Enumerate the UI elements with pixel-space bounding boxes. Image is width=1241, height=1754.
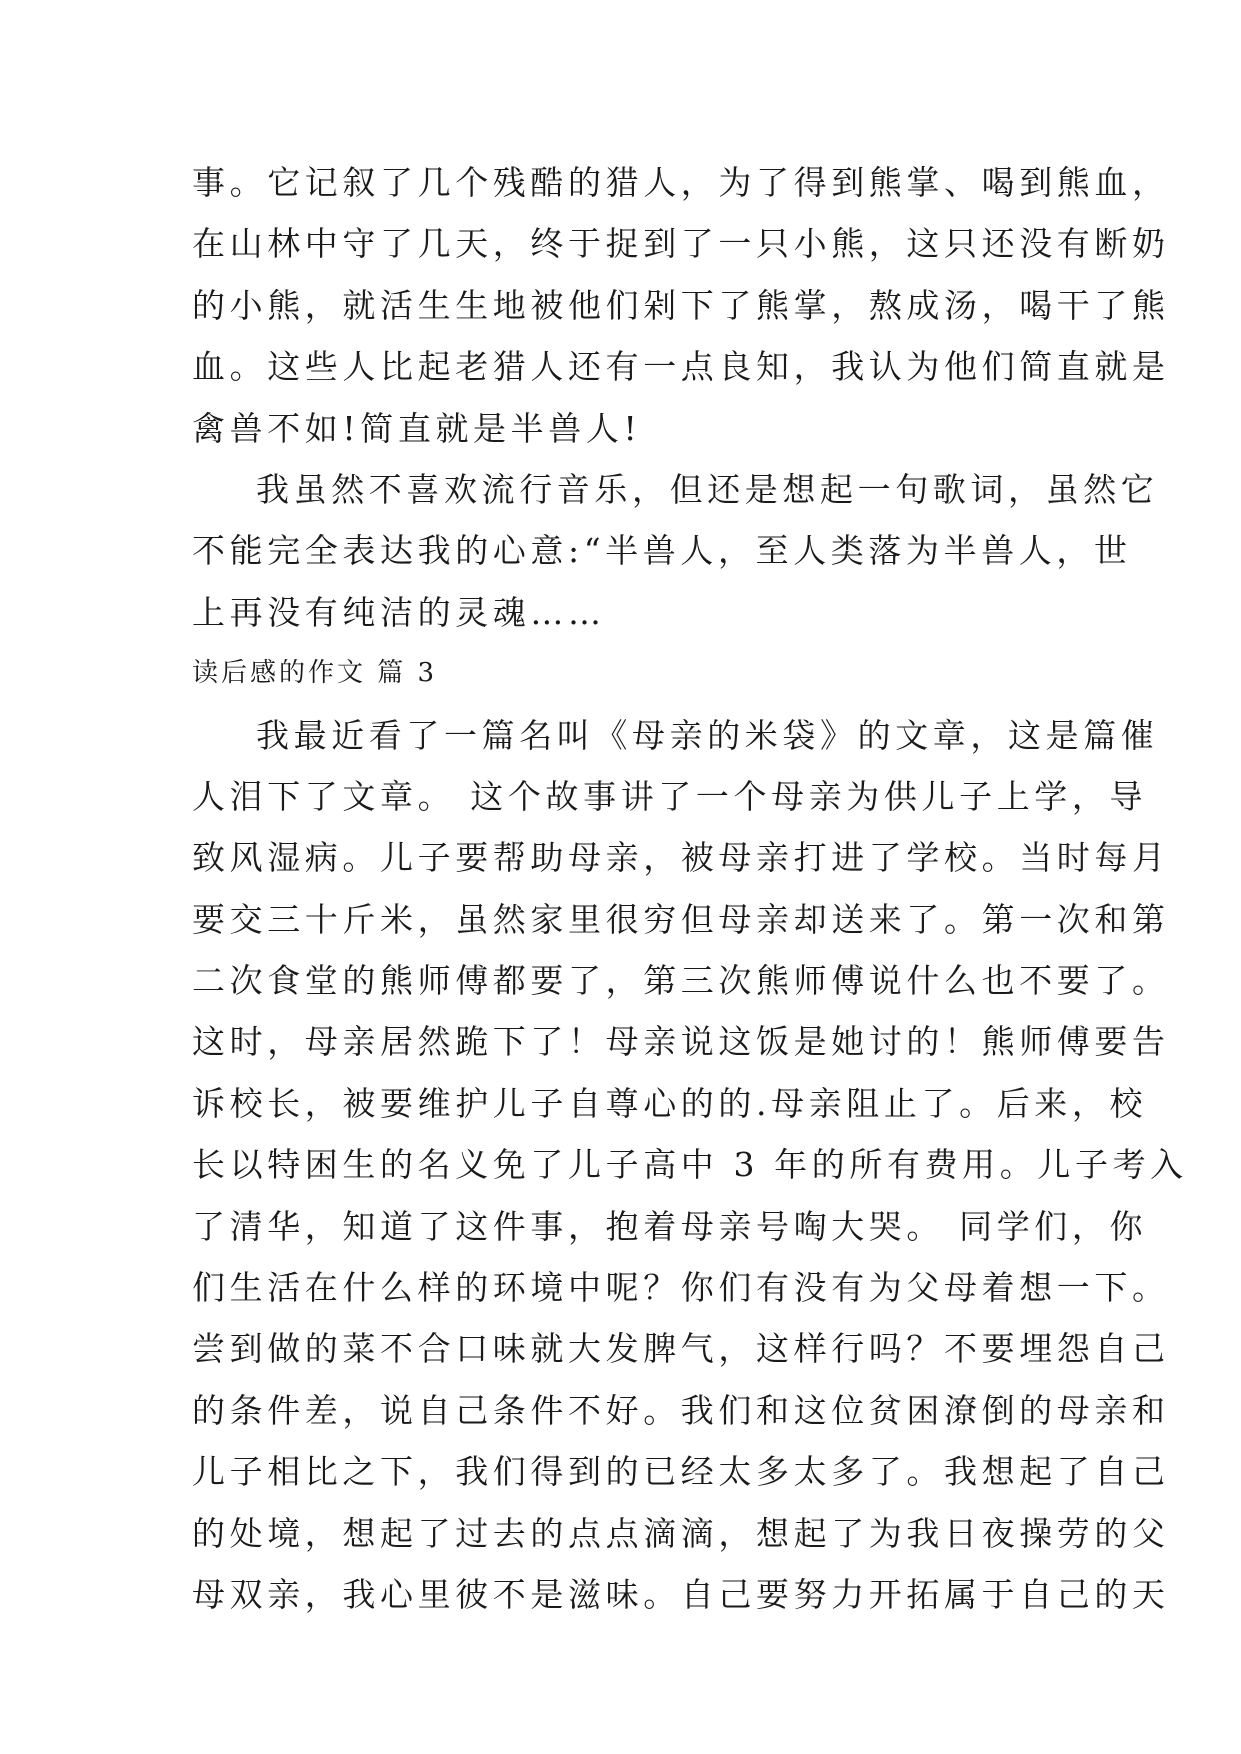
text-line: 儿子相比之下，我们得到的已经太多太多了。我想起了自己 bbox=[192, 1452, 1170, 1492]
text-line: 这时，母亲居然跪下了！母亲说这饭是她讨的！熊师傅要告 bbox=[192, 1022, 1170, 1062]
text-line: 上再没有纯洁的灵魂…… bbox=[192, 592, 606, 632]
text-line: 二次食堂的熊师傅都要了，第三次熊师傅说什么也不要了。 bbox=[192, 961, 1170, 1001]
text-line: 致风湿病。儿子要帮助母亲，被母亲打进了学校。当时每月 bbox=[192, 838, 1170, 878]
text-line: 的条件差，说自己条件不好。我们和这位贫困潦倒的母亲和 bbox=[192, 1390, 1170, 1430]
text-line: 禽兽不如!简直就是半兽人! bbox=[192, 408, 642, 448]
text-line: 在山林中守了几天，终于捉到了一只小熊，这只还没有断奶 bbox=[192, 224, 1170, 264]
text-line: 事。它记叙了几个残酷的猎人，为了得到熊掌、喝到熊血， bbox=[192, 163, 1170, 202]
text-line: 诉校长，被要维护儿子自尊心的的.母亲阻止了。后来，校 bbox=[192, 1083, 1148, 1123]
text-line: 长以特困生的名义免了儿子高中 3 年的所有费用。儿子考入 bbox=[192, 1145, 1188, 1185]
text-line: 了清华，知道了这件事，抱着母亲号啕大哭。 同学们，你 bbox=[192, 1206, 1148, 1246]
text-line: 的小熊，就活生生地被他们剁下了熊掌，熬成汤，喝干了熊 bbox=[192, 285, 1170, 325]
text-line: 母双亲，我心里彼不是滋味。自己要努力开拓属于自己的天 bbox=[192, 1574, 1170, 1614]
text-line: 人泪下了文章。 这个故事讲了一个母亲为供儿子上学，导 bbox=[192, 776, 1148, 816]
text-line: 血。这些人比起老猎人还有一点良知，我认为他们简直就是 bbox=[192, 347, 1170, 387]
text-line: 我虽然不喜欢流行音乐，但还是想起一句歌词，虽然它 bbox=[256, 469, 1159, 509]
text-line: 要交三十斤米，虽然家里很穷但母亲却送来了。第一次和第 bbox=[192, 899, 1170, 939]
text-line: 我最近看了一篇名叫《母亲的米袋》的文章，这是篇催 bbox=[256, 715, 1159, 755]
document-page bbox=[192, 152, 1188, 1625]
document-body bbox=[192, 152, 1188, 1625]
text-line: 们生活在什么样的环境中呢？你们有没有为父母着想一下。 bbox=[192, 1268, 1170, 1308]
section-heading: 读后感的作文 篇 3 bbox=[192, 658, 438, 689]
text-line: 尝到做的菜不合口味就大发脾气，这样行吗？不要埋怨自己 bbox=[192, 1329, 1170, 1369]
text-line: 的处境，想起了过去的点点滴滴，想起了为我日夜操劳的父 bbox=[192, 1513, 1170, 1553]
text-line: 不能完全表达我的心意:“半兽人，至人类落为半兽人，世 bbox=[192, 531, 1132, 571]
